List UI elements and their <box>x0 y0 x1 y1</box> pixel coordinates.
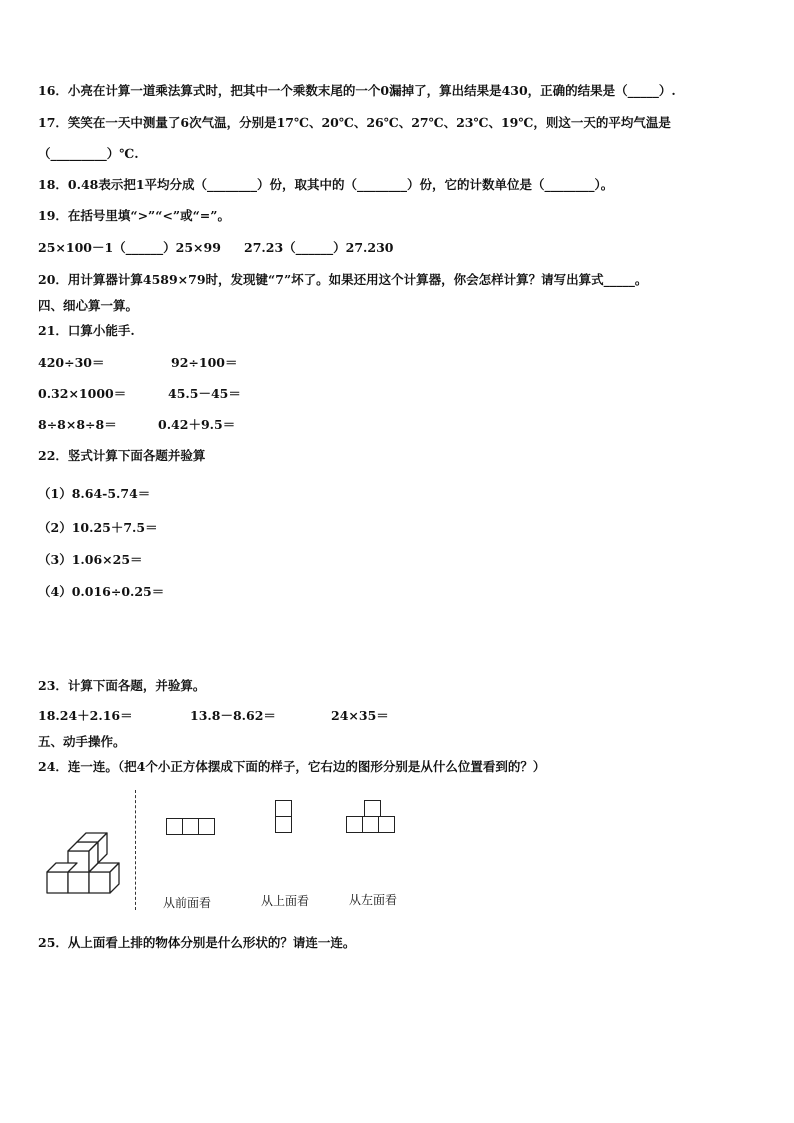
q22-item: （2）10.25＋7.5＝ <box>38 520 158 535</box>
view-left-figure <box>346 800 395 833</box>
q21-item: 92÷100＝ <box>171 355 238 370</box>
cube-stack-figure <box>40 800 130 900</box>
q21-item: 8÷8×8÷8＝ <box>38 417 117 432</box>
view-front-figure <box>167 818 215 835</box>
view-square <box>275 800 292 817</box>
question-16: 16．小亮在计算一道乘法算式时，把其中一个乘数末尾的一个0漏掉了，算出结果是430，正确的结果是（_____）. <box>38 83 676 98</box>
divider-dashed-line <box>135 790 136 910</box>
question-19-item-a: 25×100－1（______）25×99 <box>38 240 221 255</box>
caption-front-view: 从前面看 <box>163 896 212 910</box>
q22-item: （3）1.06×25＝ <box>38 552 143 567</box>
view-square <box>275 816 292 833</box>
view-square <box>364 800 381 817</box>
question-23: 23．计算下面各题，并验算。 <box>38 678 206 693</box>
view-square <box>198 818 215 835</box>
q22-item: （1）8.64-5.74＝ <box>38 486 151 501</box>
view-top-figure <box>275 800 292 833</box>
question-24: 24．连一连。（把4个小正方体摆成下面的样子，它右边的图形分别是从什么位置看到的？） <box>38 759 546 774</box>
view-square <box>362 816 379 833</box>
question-17-line2: （_________）℃. <box>38 146 139 161</box>
q23-item: 13.8－8.62＝ <box>190 708 276 723</box>
q23-item: 24×35＝ <box>331 708 389 723</box>
question-18: 18．0.48表示把1平均分成（________）份，取其中的（________）份，它的计数单位是（________）。 <box>38 177 614 192</box>
section-5-heading: 五、动手操作。 <box>38 734 126 749</box>
q21-item: 45.5－45＝ <box>168 386 241 401</box>
caption-top-view: 从上面看 <box>261 894 310 908</box>
q23-item: 18.24＋2.16＝ <box>38 708 133 723</box>
q22-item: （4）0.016÷0.25＝ <box>38 584 165 599</box>
question-19-item-b: 27.23（______）27.230 <box>244 240 394 255</box>
question-17-line1: 17．笑笑在一天中测量了6次气温，分别是17℃、20℃、26℃、27℃、23℃、19℃，则这一天的平均气温是 <box>38 115 671 130</box>
view-square <box>182 818 199 835</box>
q21-item: 420÷30＝ <box>38 355 105 370</box>
q21-item: 0.42＋9.5＝ <box>158 417 236 432</box>
section-4-heading: 四、细心算一算。 <box>38 298 139 313</box>
view-square <box>166 818 183 835</box>
q21-item: 0.32×1000＝ <box>38 386 127 401</box>
question-21: 21．口算小能手. <box>38 323 135 338</box>
question-20: 20．用计算器计算4589×79时，发现键“7”坏了。如果还用这个计算器，你会怎样计算？请写出算式_____。 <box>38 272 648 287</box>
question-19: 19．在括号里填“>”“<”或“=”。 <box>38 208 230 223</box>
caption-left-view: 从左面看 <box>349 893 398 907</box>
question-25: 25．从上面看上排的物体分别是什么形状的？请连一连。 <box>38 935 356 950</box>
question-22: 22．竖式计算下面各题并验算 <box>38 448 206 463</box>
view-square <box>346 816 363 833</box>
view-square <box>378 816 395 833</box>
